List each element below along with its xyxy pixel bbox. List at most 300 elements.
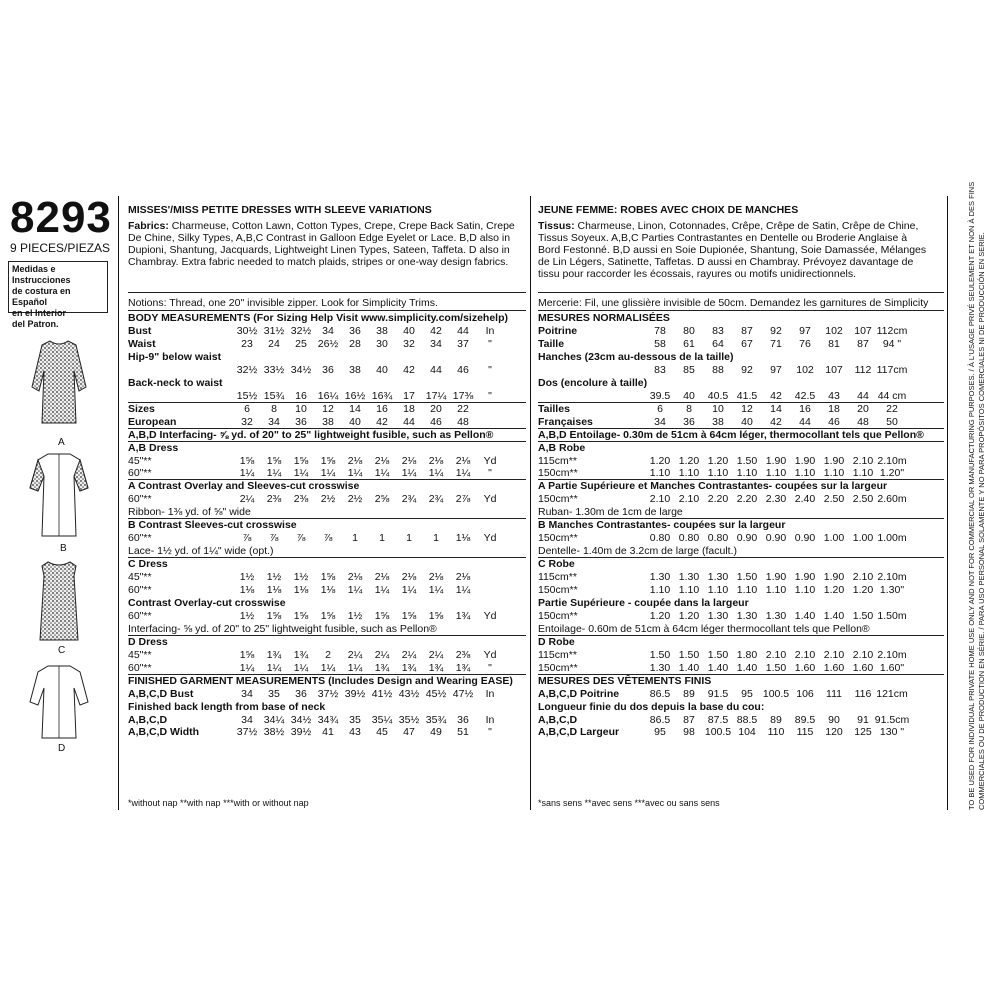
row-value: 8 xyxy=(271,402,277,415)
row-value: 26½ xyxy=(317,337,339,350)
row-value: 1⅝ xyxy=(320,609,336,622)
table-row xyxy=(128,675,526,687)
english-notions: Notions: Thread, one 20" invisible zipper. Look for Simplicity Trims. xyxy=(128,297,438,309)
row-value: 20 xyxy=(857,402,869,415)
row-value: 94 " xyxy=(882,337,902,350)
row-value: 44 xyxy=(403,415,415,428)
table-row xyxy=(128,610,526,622)
view-a-illustration xyxy=(24,335,94,427)
row-value: 1¼ xyxy=(239,661,255,674)
table-row xyxy=(128,519,526,531)
row-value: 32½ xyxy=(236,363,258,376)
english-footnote: *without nap **with nap ***with or without nap xyxy=(128,798,309,808)
spanish-note-line: de costura en Español xyxy=(12,286,71,307)
view-b-illustration xyxy=(24,448,94,540)
row-value: 1⅝ xyxy=(428,609,444,622)
row-value: 36 xyxy=(295,415,307,428)
fabrics-line: de Lin Légers, Satinette, Taffetas. D aussi en Chambray. Prévoyez davantage de xyxy=(538,256,914,268)
table-row xyxy=(538,429,944,441)
row-value: 47 xyxy=(403,726,415,739)
row-label: 150cm** xyxy=(538,661,578,674)
row-value: 47½ xyxy=(452,687,474,700)
row-value: 49 xyxy=(430,726,442,739)
row-value: 1.30 xyxy=(707,609,729,622)
row-value: 14 xyxy=(770,402,782,415)
row-value: 2¼ xyxy=(428,648,444,661)
row-value: 1½ xyxy=(239,571,255,584)
row-value: 112cm xyxy=(876,325,908,337)
row-value: 1.50m xyxy=(877,609,907,622)
table-row xyxy=(128,480,526,492)
row-value: 67 xyxy=(741,337,753,350)
row-value: 16¾ xyxy=(371,389,393,402)
usage-notice-line: TO BE USED FOR INDIVIDUAL PRIVATE HOME USE ONLY AND NOT FOR COMMERCIAL OR MANUFACTURING PURPOSES. / À L'USAGE PRIVÉ SEULEMENT ET NON À DES FINS xyxy=(967,181,976,810)
row-value: 0.80 xyxy=(678,532,700,545)
table-row xyxy=(128,545,526,557)
row-value: 37½ xyxy=(236,726,258,739)
row-value: 2⅛ xyxy=(347,571,363,584)
row-label: Dos (encolure à taille) xyxy=(538,376,648,389)
row-value: 83 xyxy=(654,363,666,376)
row-value: 1⅛ xyxy=(266,584,282,596)
row-value: 1½ xyxy=(347,609,363,622)
row-value: 1¼ xyxy=(428,584,444,596)
row-value: 1 xyxy=(406,532,412,545)
table-row xyxy=(538,688,944,700)
row-value: 110 xyxy=(767,726,785,739)
row-value: 1¼ xyxy=(428,467,444,480)
row-value: 46 xyxy=(828,415,840,428)
row-label: A,B,C,D Largeur xyxy=(538,726,620,739)
row-value: 2.10 xyxy=(852,454,874,467)
row-value: 1.30 xyxy=(649,571,671,584)
row-value: 2¾ xyxy=(428,493,444,506)
row-value: ⅞ xyxy=(269,532,279,545)
row-value: 16 xyxy=(295,389,307,402)
row-value: 1.10 xyxy=(678,584,700,596)
row-label: Interfacing- ⅝ yd. of 20" to 25" lightweight fusible, such as Pellon® xyxy=(128,622,437,635)
row-value: 22 xyxy=(886,402,898,415)
row-value: 22 xyxy=(457,402,469,415)
table-row xyxy=(128,636,526,648)
row-value: 2⅞ xyxy=(455,493,471,506)
row-value: 98 xyxy=(683,726,695,739)
row-value: 1.20 xyxy=(678,454,700,467)
row-label: B Manches Contrastantes- coupées sur la largeur xyxy=(538,519,786,532)
row-value: 1⅝ xyxy=(401,609,417,622)
row-value: 34 xyxy=(654,415,666,428)
row-value: 130 " xyxy=(879,726,905,739)
fabrics-line: Charmeuse, Cotton Lawn, Cotton Types, Crepe, Crepe Back Satin, Crepe xyxy=(171,220,515,232)
row-value: 46 xyxy=(457,363,469,376)
row-value: 1.50 xyxy=(736,454,758,467)
row-label: 45"** xyxy=(128,454,152,467)
row-value: 34 xyxy=(268,415,280,428)
row-label: 60"** xyxy=(128,584,152,596)
row-value: 2.10m xyxy=(877,454,907,467)
row-value: 37 xyxy=(457,337,469,350)
table-row xyxy=(538,610,944,622)
row-value: 15¾ xyxy=(263,389,285,402)
row-value: 38½ xyxy=(263,726,285,739)
row-value: 1.90 xyxy=(765,571,787,584)
row-value: 1.20 xyxy=(707,454,729,467)
row-label: A,B,D Interfacing- ⅝ yd. of 20" to 25" lightweight fusible, such as Pellon® xyxy=(128,428,494,441)
row-value: 20 xyxy=(430,402,442,415)
row-value: 1.10 xyxy=(765,467,787,480)
row-value: 2⅛ xyxy=(428,571,444,584)
row-value: 1.10 xyxy=(794,584,816,596)
row-label: C Dress xyxy=(128,558,168,571)
fabrics-line: Bord Festonné. B,D aussi en Soie Dupionée, Shantung, Soie Damassée, Mélanges xyxy=(538,244,927,256)
row-value: 1¼ xyxy=(455,467,471,480)
row-label: Longueur finie du dos depuis la base du cou: xyxy=(538,700,765,713)
row-value: 0.90 xyxy=(794,532,816,545)
row-value: 2½ xyxy=(347,493,363,506)
view-d-illustration xyxy=(24,660,94,742)
row-label: A,B,C,D Poitrine xyxy=(538,687,620,700)
row-value: 89.5 xyxy=(794,713,816,726)
pieces-count: 9 PIECES/PIEZAS xyxy=(10,241,111,255)
row-value: 1.40 xyxy=(707,661,729,674)
row-value: 38 xyxy=(712,415,724,428)
row-value: 1⅝ xyxy=(320,571,336,584)
row-value: 1.50 xyxy=(852,609,874,622)
table-row xyxy=(128,351,526,363)
row-value: 1⅝ xyxy=(239,454,255,467)
row-label: 115cm** xyxy=(538,648,577,661)
row-value: 39.5 xyxy=(649,389,671,402)
row-value: 1.10 xyxy=(707,467,729,480)
table-row xyxy=(128,726,526,738)
row-label: Bust xyxy=(128,325,152,337)
table-row xyxy=(538,623,944,635)
table-row xyxy=(538,325,944,337)
fabrics-line: Charmeuse, Linon, Cotonnades, Crêpe, Crêpe de Satin, Crêpe de Chine, xyxy=(577,220,919,232)
row-value: 33½ xyxy=(263,363,285,376)
row-value: 1.50 xyxy=(678,648,700,661)
row-label: Taille xyxy=(538,337,565,350)
row-value: 2⅛ xyxy=(455,571,471,584)
row-value: 121cm xyxy=(876,687,908,700)
row-value: 6 xyxy=(657,402,663,415)
row-value: 80 xyxy=(683,325,695,337)
row-value: 1¼ xyxy=(293,467,309,480)
row-value: 31½ xyxy=(263,325,285,337)
row-label: Back-neck to waist xyxy=(128,376,223,389)
row-value: 48 xyxy=(857,415,869,428)
view-label-b: B xyxy=(60,543,67,554)
row-value: 1⅛ xyxy=(293,584,309,596)
row-value: 1.30" xyxy=(879,584,905,596)
row-label: 150cm** xyxy=(538,584,578,596)
row-value: 1¼ xyxy=(401,467,417,480)
row-value: 87.5 xyxy=(707,713,729,726)
row-label: Françaises xyxy=(538,415,593,428)
row-value: " xyxy=(488,467,492,480)
row-value: 43 xyxy=(828,389,840,402)
row-value: 30 xyxy=(376,337,388,350)
view-c-illustration xyxy=(24,556,94,642)
row-value: 90 xyxy=(828,713,840,726)
row-value: 38 xyxy=(349,363,361,376)
rule xyxy=(128,292,526,293)
rule xyxy=(128,441,526,442)
rule xyxy=(538,557,944,558)
row-value: 42.5 xyxy=(794,389,816,402)
english-title: MISSES'/MISS PETITE DRESSES WITH SLEEVE VARIATIONS xyxy=(128,204,432,216)
table-row xyxy=(128,506,526,518)
row-value: 1¾ xyxy=(293,648,309,661)
row-value: 1⅝ xyxy=(239,648,255,661)
table-row xyxy=(128,325,526,337)
row-value: 1¾ xyxy=(455,609,471,622)
row-value: ⅞ xyxy=(296,532,306,545)
row-value: Yd xyxy=(483,609,497,622)
row-value: 87 xyxy=(857,337,869,350)
table-row xyxy=(538,726,944,738)
table-row xyxy=(538,442,944,454)
row-value: 1¼ xyxy=(401,584,417,596)
row-label: A,B,D Entoilage- 0.30m de 51cm à 64cm léger, thermocollant tels que Pellon® xyxy=(538,428,924,441)
fabrics-line: tissu pour raccorder les écossais, rayures ou motifs unidirectionnels. xyxy=(538,268,857,280)
row-label: Finished back length from base of neck xyxy=(128,700,326,713)
row-value: 17¼ xyxy=(425,389,447,402)
row-value: 2⅛ xyxy=(455,454,471,467)
row-value: 58 xyxy=(654,337,666,350)
row-value: 91 xyxy=(857,713,869,726)
table-row xyxy=(128,455,526,467)
row-label: 60"** xyxy=(128,493,152,506)
fabrics-line: Tissus Soyeux. A,B,C Parties Contrastantes en Dentelle ou Broderie Anglaise à xyxy=(538,232,908,244)
row-value: 44 xyxy=(857,389,869,402)
row-value: 2⅜ xyxy=(455,648,471,661)
row-label: 115cm** xyxy=(538,454,577,467)
row-label: 150cm** xyxy=(538,609,578,622)
fabrics-label: Fabrics: xyxy=(128,220,169,232)
row-value: 97 xyxy=(770,363,782,376)
row-label: Hip-9" below waist xyxy=(128,350,222,363)
row-label: 45"** xyxy=(128,571,152,584)
table-row xyxy=(538,493,944,505)
row-value: 2.10 xyxy=(678,493,700,506)
row-value: 1.30 xyxy=(765,609,787,622)
row-value: 17 xyxy=(403,389,415,402)
row-value: " xyxy=(488,661,492,674)
row-value: 16 xyxy=(376,402,388,415)
row-value: 1⅝ xyxy=(293,454,309,467)
row-value: 1½ xyxy=(239,609,255,622)
row-value: 34¾ xyxy=(317,713,339,726)
row-value: 95 xyxy=(741,687,753,700)
row-value: 1.20 xyxy=(852,584,874,596)
row-value: 2⅛ xyxy=(428,454,444,467)
spanish-note-line: Medidas e Instrucciones xyxy=(12,264,71,285)
row-value: 36 xyxy=(457,713,469,726)
row-value: 1 xyxy=(352,532,358,545)
row-value: 1⅛ xyxy=(320,584,336,596)
row-value: 106 xyxy=(796,687,814,700)
table-row xyxy=(128,416,526,428)
row-value: 1.60 xyxy=(823,661,845,674)
fabrics-line: Chambray. Extra fabric needed to match plaids, stripes or one-way design fabrics. xyxy=(128,256,509,268)
row-value: 89 xyxy=(770,713,782,726)
french-title: JEUNE FEMME: ROBES AVEC CHOIX DE MANCHES xyxy=(538,204,799,216)
row-value: 44 xyxy=(430,363,442,376)
table-row xyxy=(128,701,526,713)
row-value: 1.50 xyxy=(765,661,787,674)
row-value: " xyxy=(488,726,492,739)
row-value: 100.5 xyxy=(762,687,790,700)
row-value: 120 xyxy=(825,726,843,739)
rule xyxy=(128,557,526,558)
row-label: A,B,C,D xyxy=(538,713,578,726)
row-value: 2.40 xyxy=(794,493,816,506)
row-value: 2.10m xyxy=(877,648,907,661)
usage-notice-line: COMMERCIALES OU DE PRODUCTION EN SÉRIE. / PARA USO PERSONAL SOLAMENTE Y NO PARA PROPÓSITOS COMERCIALES NI DE PRODUCCIÓN EN SERIE. xyxy=(977,232,986,810)
row-value: 1.10 xyxy=(852,467,874,480)
english-body-heading: BODY MEASUREMENTS (For Sizing Help Visit www.simplicity.com/sizehelp) xyxy=(128,312,509,324)
row-value: 1¾ xyxy=(401,661,417,674)
row-value: 40 xyxy=(349,415,361,428)
row-value: 0.80 xyxy=(649,532,671,545)
row-value: 2⅜ xyxy=(266,493,282,506)
row-value: 32½ xyxy=(290,325,312,337)
english-fabrics xyxy=(128,220,526,268)
row-value: 1¼ xyxy=(239,467,255,480)
row-value: 2⅛ xyxy=(374,571,390,584)
spanish-note-line: del Patron. xyxy=(12,319,59,329)
table-row xyxy=(128,442,526,454)
table-row xyxy=(538,403,944,415)
row-value: 35½ xyxy=(398,713,420,726)
row-value: 1.30 xyxy=(736,609,758,622)
row-value: 44 cm xyxy=(877,389,907,402)
fabrics-line: De Chine, Silky Types, A,B,C Contrast in Galloon Edge Eyelet or Lace. B,D also in xyxy=(128,232,511,244)
row-value: 51 xyxy=(457,726,469,739)
row-value: 34 xyxy=(241,713,253,726)
row-value: 1.60 xyxy=(852,661,874,674)
row-value: 40 xyxy=(376,363,388,376)
row-value: 32 xyxy=(403,337,415,350)
row-label: 150cm** xyxy=(538,493,578,506)
row-label: European xyxy=(128,415,177,428)
row-value: 1.40 xyxy=(794,609,816,622)
row-value: 61 xyxy=(683,337,695,350)
table-row xyxy=(538,545,944,557)
row-label: Waist xyxy=(128,337,156,350)
table-row xyxy=(128,493,526,505)
row-value: 1¼ xyxy=(347,661,363,674)
row-value: 37½ xyxy=(317,687,339,700)
view-label-c: C xyxy=(58,645,66,656)
table-row xyxy=(538,649,944,661)
row-value: 1.90 xyxy=(823,571,845,584)
row-value: 1.50 xyxy=(736,571,758,584)
row-value: 92 xyxy=(770,325,782,337)
row-label: 60"** xyxy=(128,609,152,622)
row-value: 32 xyxy=(241,415,253,428)
table-row xyxy=(538,455,944,467)
row-value: 6 xyxy=(244,402,250,415)
row-value: 2¾ xyxy=(401,493,417,506)
table-row xyxy=(128,623,526,635)
row-value: 2.50 xyxy=(823,493,845,506)
row-value: 36 xyxy=(322,363,334,376)
table-row xyxy=(128,532,526,544)
row-value: 2 xyxy=(325,648,331,661)
row-value: 46 xyxy=(430,415,442,428)
row-value: 95 xyxy=(654,726,666,739)
table-row xyxy=(128,338,526,350)
row-value: 1¼ xyxy=(266,467,282,480)
table-row xyxy=(538,571,944,583)
row-value: 2.20 xyxy=(736,493,758,506)
row-value: 40.5 xyxy=(707,389,729,402)
row-value: 43 xyxy=(349,726,361,739)
row-value: 88.5 xyxy=(736,713,758,726)
row-value: 18 xyxy=(828,402,840,415)
row-value: 1⅛ xyxy=(455,532,471,545)
row-value: 1¼ xyxy=(347,584,363,596)
row-value: 39½ xyxy=(344,687,366,700)
table-row xyxy=(538,532,944,544)
row-value: 2¼ xyxy=(239,493,255,506)
row-value: 1.20 xyxy=(649,454,671,467)
row-value: 2.10 xyxy=(649,493,671,506)
row-value: 1¼ xyxy=(374,584,390,596)
table-row xyxy=(128,467,526,479)
row-value: 15½ xyxy=(236,389,258,402)
table-row xyxy=(538,701,944,713)
row-value: 35 xyxy=(268,687,280,700)
row-label: Entoilage- 0.60m de 51cm à 64cm léger thermocollant tels que Pellon® xyxy=(538,622,870,635)
row-value: 107 xyxy=(854,325,872,337)
row-value: 24 xyxy=(268,337,280,350)
row-value: 1½ xyxy=(293,571,309,584)
row-value: 41 xyxy=(322,726,334,739)
row-label: A Contrast Overlay and Sleeves-cut crosswise xyxy=(128,480,360,493)
row-value: 1.10 xyxy=(823,467,845,480)
row-value: 1⅛ xyxy=(239,584,255,596)
row-label: Sizes xyxy=(128,402,155,415)
row-label: Ribbon- 1⅜ yd. of ⅝" wide xyxy=(128,506,251,519)
row-label: D Dress xyxy=(128,635,168,648)
row-value: " xyxy=(488,363,492,376)
row-value: 38 xyxy=(376,325,388,337)
row-value: 2.30 xyxy=(765,493,787,506)
table-row xyxy=(538,416,944,428)
fabrics-label: Tissus: xyxy=(538,220,575,232)
row-value: 1¼ xyxy=(293,661,309,674)
row-label: Lace- 1½ yd. of 1¼" wide (opt.) xyxy=(128,545,274,558)
row-label: FINISHED GARMENT MEASUREMENTS (Includes Design and Wearing EASE) xyxy=(128,674,513,687)
row-value: 41.5 xyxy=(736,389,758,402)
row-value: 2.10 xyxy=(852,648,874,661)
row-label: 150cm** xyxy=(538,467,578,480)
row-value: 1¾ xyxy=(374,661,390,674)
row-value: 34 xyxy=(241,687,253,700)
row-value: 48 xyxy=(457,415,469,428)
row-value: 1½ xyxy=(266,571,282,584)
row-value: 87 xyxy=(741,325,753,337)
row-value: 25 xyxy=(295,337,307,350)
row-label: D Robe xyxy=(538,635,575,648)
pattern-number: 8293 xyxy=(10,193,112,242)
table-row xyxy=(538,390,944,402)
row-value: 42 xyxy=(770,415,782,428)
row-value: 1⅝ xyxy=(374,609,390,622)
